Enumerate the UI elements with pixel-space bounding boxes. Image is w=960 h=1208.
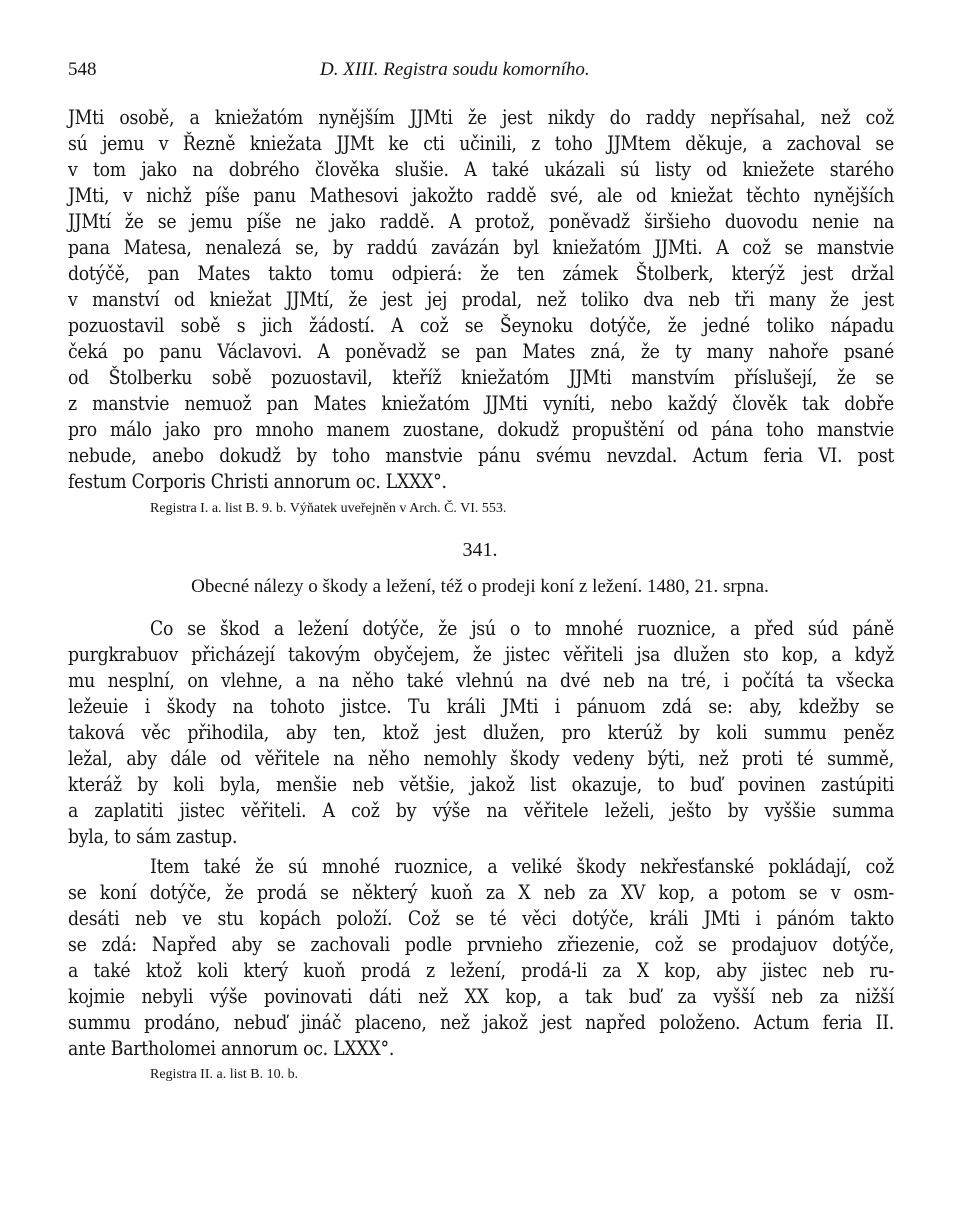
text-line: pozuostavil sobě s jich žádostí. A což se Šeynoku dotýče, že jedné toliko nápadu [68, 314, 894, 337]
text-line: mu nesplní, on vlehne, a na něho také vlehnú na dvé neb na tré, i počítá ta všecka [68, 669, 894, 692]
text-line: sú jemu v Řezně kniežata JJMt ke cti učinili, z toho JJMtem děkuje, a zachoval se [68, 132, 894, 155]
text-line: taková věc přihodila, aby ten, ktož jest dlužen, pro kterúž by koli summu peněz [68, 721, 894, 744]
text-line: pro málo jako pro mnoho manem zuostane, dokudž propuštění od pána toho manstvie [68, 418, 894, 441]
page-number: 548 [68, 59, 97, 80]
text-line: se koní dotýče, že prodá se některý kuoň za X neb za XV kop, a potom se v osm- [68, 881, 894, 904]
text-line: a také ktož koli který kuoň prodá z ležení, prodá-li za X kop, aby jistec neb ru- [68, 959, 894, 982]
text-line: čeká po panu Václavovi. A poněvadž se pan Mates zná, že ty many nahoře psané [68, 340, 894, 363]
text-line: z manstvie nemuož pan Mates kniežatóm JJMti vyníti, nebo každý člověk tak dobře [68, 392, 894, 415]
text-line: summu prodáno, nebuď jináč placeno, než jakož jest napřed položeno. Actum feria II. [68, 1011, 894, 1034]
text-line: ležal, aby dále od věřitele na něho nemohly škody vedeny býti, než proti té summě, [68, 747, 894, 770]
text-line: Item také že sú mnohé ruoznice, a veliké škody nekřesťanské pokládají, což [150, 855, 894, 878]
text-line: ante Bartholomei annorum oc. LXXX°. [68, 1037, 395, 1060]
text-line: Co se škod a ležení dotýče, že jsú o to mnohé ruoznice, a před súd páně [150, 617, 894, 640]
text-line: byla, to sám zastup. [68, 825, 238, 848]
text-line: kojmie nebyli výše povinovati dáti než XX kop, a tak buď za vyšší neb za nižší [68, 985, 894, 1008]
text-line: v manství od kniežat JJMtí, že jest jej prodal, než toliko dva neb tři many že jest [68, 288, 894, 311]
text-line: nebude, anebo dokudž by toho manstvie pánu svému nevzdal. Actum feria VI. post [68, 444, 894, 467]
source-note: Registra II. a. list B. 10. b. [150, 1067, 299, 1082]
text-line: pana Matesa, nenalezá se, by raddú zavázán byl kniežatóm JJMti. A což se manstvie [68, 236, 894, 259]
text-line: a zaplatiti jistec věřiteli. A což by výše na věřitele leželi, ješto by vyššie summa [68, 799, 894, 822]
text-line: se zdá: Napřed aby se zachovali podle prvnieho zřiezenie, což se prodajuov dotýče, [68, 933, 894, 956]
source-note: Registra I. a. list B. 9. b. Výňatek uveřejněn v Arch. Č. VI. 553. [150, 501, 507, 516]
running-head: D. XIII. Registra soudu komorního. [320, 59, 590, 80]
text-line: kteráž by koli byla, menšie neb většie, jakož list okazuje, to buď povinen zastúpiti [68, 773, 894, 796]
text-line: dotýčě, pan Mates takto tomu odpierá: že ten zámek Štolberk, kterýž jest držal [68, 262, 894, 285]
document-number: 341. [462, 539, 498, 561]
text-line: JMti, v nichž píše panu Mathesovi jakožto raddě své, ale od kniežat těchto nynějších [68, 184, 894, 207]
text-line: JJMtí že se jemu píše ne jako raddě. A protož, poněvadž širšieho duovodu nenie na [68, 210, 894, 233]
text-line: ležeuie i škody na tohoto jistce. Tu králi JMti i pánuom zdá se: aby, kdežby se [68, 695, 894, 718]
text-line: v tom jako na dobrého člověka slušie. A také ukázali sú listy od kniežete starého [68, 158, 894, 181]
text-line: desáti neb ve stu kopách položí. Což se té věci dotýče, králi JMti i pánóm takto [68, 907, 894, 930]
text-line: JMti osobě, a kniežatóm nynějším JJMti že jest nikdy do raddy nepřísahal, než což [68, 106, 894, 129]
document-summary: Obecné nálezy o škody a ležení, též o prodeji koní z ležení. 1480, 21. srpna. [191, 576, 769, 597]
text-line: purgkrabuov přicházejí takovým obyčejem, že jistec věřiteli jsa dlužen sto kop, a když [68, 643, 894, 666]
text-line: festum Corporis Christi annorum oc. LXXX°. [68, 470, 447, 493]
text-line: od Štolberku sobě pozuostavil, kteříž kniežatóm JJMti manstvím příslušejí, že se [68, 366, 894, 389]
page-header [68, 59, 898, 87]
